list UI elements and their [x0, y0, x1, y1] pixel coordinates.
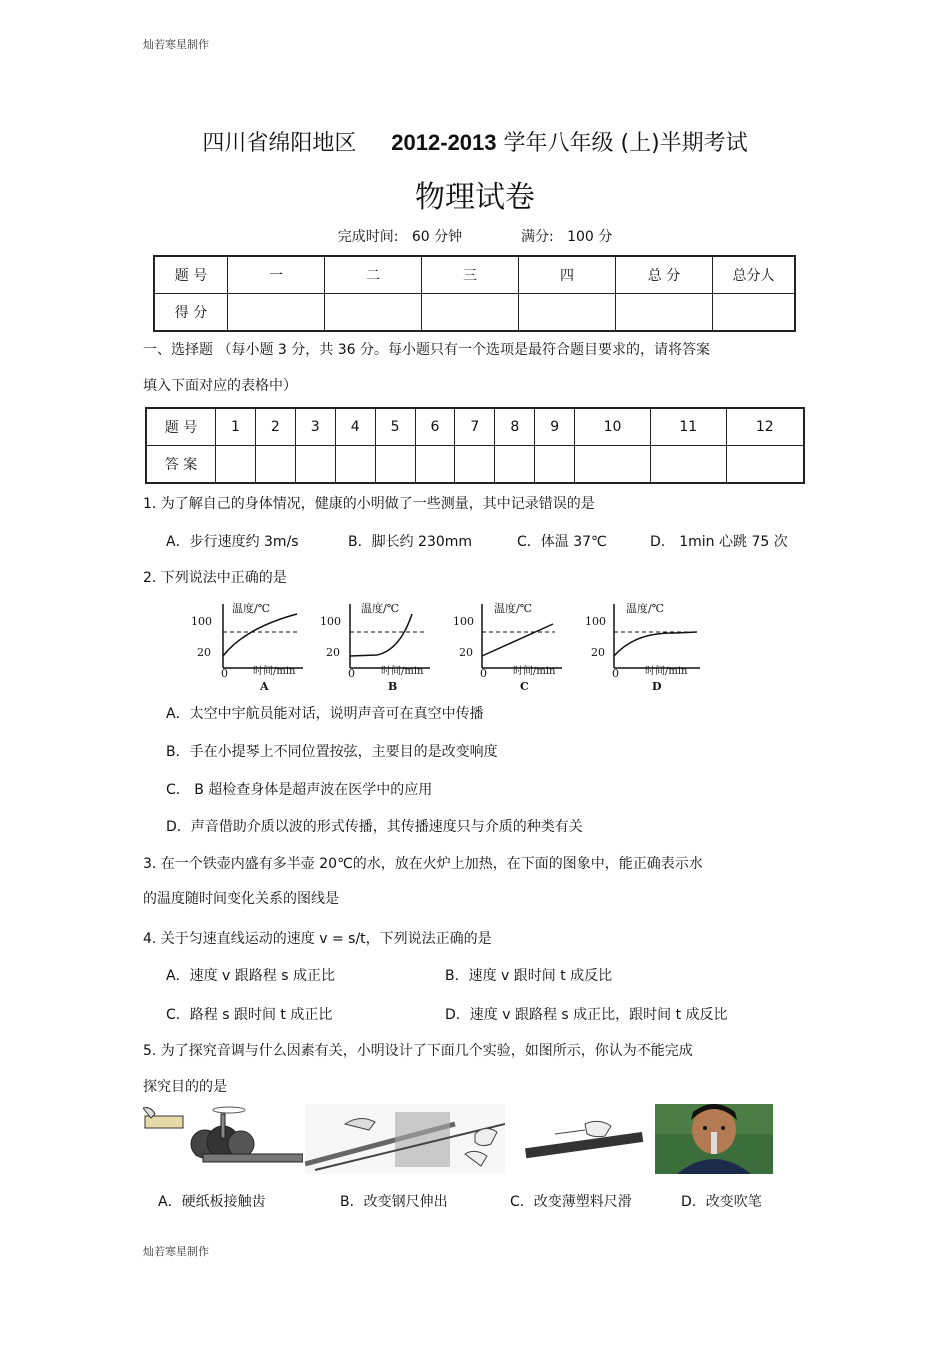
q1-option-a: A．步行速度约 3m/s — [166, 534, 299, 550]
answer-cell[interactable] — [295, 446, 335, 484]
question-number: 5 — [375, 408, 415, 446]
answer-cell[interactable] — [216, 446, 256, 484]
graph-d-tick-20: 20 — [591, 646, 605, 659]
q1-option-d: D． 1min 心跳 75 次 — [650, 534, 788, 550]
graph-c-tick-100: 100 — [453, 615, 474, 628]
q3-stem-cont: 的温度随时间变化关系的图线是 — [143, 891, 339, 907]
score-cell[interactable] — [325, 294, 422, 332]
score-value: 100 分 — [567, 229, 613, 245]
graph-c-label: C — [520, 680, 529, 693]
graph-c — [453, 601, 562, 693]
question-number: 8 — [495, 408, 535, 446]
answer-cell[interactable] — [415, 446, 455, 484]
time-label: 完成时间: — [337, 229, 399, 245]
graph-b-origin: 0 — [348, 667, 355, 680]
graph-a-origin: 0 — [221, 667, 228, 680]
graph-d-origin: 0 — [612, 667, 619, 680]
score-cell[interactable] — [228, 294, 325, 332]
question-number: 6 — [415, 408, 455, 446]
question-number: 12 — [726, 408, 804, 446]
q3-stem: 3. 在一个铁壶内盛有多半壶 20℃的水，放在火炉上加热，在下面的图象中，能正确表示水 — [143, 856, 703, 872]
q5-option-c: C．改变薄塑料尺滑 — [510, 1194, 632, 1210]
question-number: 10 — [575, 408, 651, 446]
score-header-cell: 总分人 — [713, 256, 796, 294]
answer-cell[interactable] — [650, 446, 726, 484]
exam-meta — [0, 226, 950, 246]
section1-instructions: 一、选择题 （每小题 3 分，共 36 分。每小题只有一个选项是最符合题目要求的，请将答案 — [143, 342, 710, 358]
footer-note: 灿若寒星制作 — [143, 1245, 209, 1258]
answer-table — [145, 407, 805, 484]
answer-cell[interactable] — [495, 446, 535, 484]
q1-option-b: B．脚长约 230mm — [348, 534, 473, 550]
graph-c-origin: 0 — [480, 667, 487, 680]
q5-option-d: D．改变吹笔 — [681, 1194, 762, 1210]
q2-option-a: A．太空中宇航员能对话，说明声音可在真空中传播 — [166, 706, 484, 722]
score-cell[interactable] — [422, 294, 519, 332]
answer-cell[interactable] — [375, 446, 415, 484]
score-table — [153, 255, 796, 332]
graph-d — [585, 601, 700, 693]
graph-d-label: D — [652, 680, 662, 693]
q1-option-c: C．体温 37℃ — [517, 534, 607, 550]
graph-a-tick-100: 100 — [191, 615, 212, 628]
paper-title: 物理试卷 — [415, 180, 535, 215]
question-number: 7 — [455, 408, 495, 446]
score-cell[interactable] — [616, 294, 713, 332]
graph-b — [320, 601, 430, 693]
graph-b-tick-100: 100 — [320, 615, 341, 628]
q4-stem: 4. 关于匀速直线运动的速度 v = s/t，下列说法正确的是 — [143, 931, 492, 947]
graph-d-xlabel: 时间/min — [645, 666, 688, 677]
question-number: 2 — [255, 408, 295, 446]
title-years: 2012-2013 — [391, 130, 497, 155]
score-header-cell: 一 — [228, 256, 325, 294]
graph-b-label: B — [388, 680, 398, 693]
question-number: 4 — [335, 408, 375, 446]
score-header-cell: 二 — [325, 256, 422, 294]
graph-a-label: A — [260, 680, 269, 693]
question-number: 1 — [216, 408, 256, 446]
q4-option-c: C．路程 s 跟时间 t 成正比 — [166, 1007, 333, 1023]
score-row-label: 得 分 — [154, 294, 228, 332]
plastic-ruler-image — [515, 1104, 655, 1174]
steel-ruler-image — [305, 1104, 505, 1174]
boy-blowing-pen-image — [655, 1104, 773, 1174]
q5-option-b: B．改变钢尺伸出 — [340, 1194, 448, 1210]
graph-a — [191, 601, 303, 693]
q4-option-b: B．速度 v 跟时间 t 成反比 — [445, 968, 613, 984]
q2-option-b: B．手在小提琴上不同位置按弦，主要目的是改变响度 — [166, 744, 498, 760]
q1-stem: 1. 为了解自己的身体情况，健康的小明做了一些测量，其中记录错误的是 — [143, 496, 595, 512]
graph-d-tick-100: 100 — [585, 615, 606, 628]
answer-cell[interactable] — [255, 446, 295, 484]
answer-cell[interactable] — [726, 446, 804, 484]
q2-option-c: C． B 超检查身体是超声波在医学中的应用 — [166, 782, 433, 798]
q5-stem-cont: 探究目的的是 — [143, 1079, 227, 1095]
gear-cardboard-image — [143, 1104, 303, 1174]
q2-option-d: D．声音借助介质以波的形式传播，其传播速度只与介质的种类有关 — [166, 819, 583, 835]
q4-option-d: D．速度 v 跟路程 s 成正比，跟时间 t 成反比 — [445, 1007, 728, 1023]
score-header-cell: 四 — [519, 256, 616, 294]
title-region: 四川省绵阳地区 — [202, 131, 357, 156]
answer-cell[interactable] — [335, 446, 375, 484]
q2-stem: 2. 下列说法中正确的是 — [143, 570, 287, 586]
question-number: 11 — [650, 408, 726, 446]
q4-option-a: A．速度 v 跟路程 s 成正比 — [166, 968, 335, 984]
time-value: 60 分钟 — [411, 229, 463, 245]
answer-cell[interactable] — [535, 446, 575, 484]
graph-a-tick-20: 20 — [197, 646, 211, 659]
score-header-cell: 总 分 — [616, 256, 713, 294]
graph-c-ylabel: 温度/℃ — [494, 602, 533, 615]
section1-instructions-cont: 填入下面对应的表格中） — [143, 378, 297, 394]
graph-b-xlabel: 时间/min — [381, 666, 424, 677]
graph-c-xlabel: 时间/min — [513, 666, 556, 677]
score-cell[interactable] — [519, 294, 616, 332]
question-number: 3 — [295, 408, 335, 446]
answer-cell[interactable] — [575, 446, 651, 484]
graph-d-ylabel: 温度/℃ — [626, 602, 665, 615]
graph-b-ylabel: 温度/℃ — [361, 602, 400, 615]
answer-cell[interactable] — [455, 446, 495, 484]
q5-stem: 5. 为了探究音调与什么因素有关，小明设计了下面几个实验，如图所示，你认为不能完成 — [143, 1043, 693, 1059]
exam-title — [0, 126, 950, 157]
score-header-cell: 三 — [422, 256, 519, 294]
graph-a-xlabel: 时间/min — [253, 666, 296, 677]
score-label: 满分: — [521, 229, 554, 245]
answer-row-label: 题 号 — [146, 408, 216, 446]
score-cell[interactable] — [713, 294, 796, 332]
graph-c-tick-20: 20 — [459, 646, 473, 659]
graph-b-tick-20: 20 — [326, 646, 340, 659]
temperature-graphs — [185, 598, 715, 696]
score-header-cell: 题 号 — [154, 256, 228, 294]
answer-row-label: 答 案 — [146, 446, 216, 484]
title-term: 学年八年级 (上)半期考试 — [503, 131, 748, 156]
question-number: 9 — [535, 408, 575, 446]
graph-a-ylabel: 温度/℃ — [232, 602, 271, 615]
header-note: 灿若寒星制作 — [143, 38, 209, 51]
q5-option-a: A．硬纸板接触齿 — [158, 1194, 266, 1210]
